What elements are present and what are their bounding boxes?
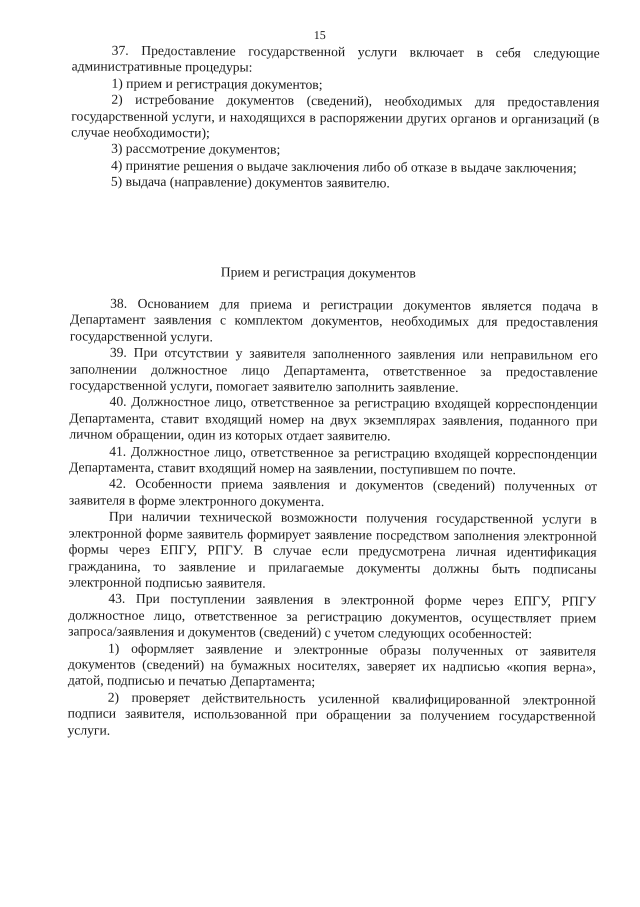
procedure-item: 2) истребование документов (сведений), необходимых для предоставления государственной услуги, и находящихся в распоряжении других органов и организаций (в случае необходимости);	[71, 91, 600, 141]
paragraph-41: 41. Должностное лицо, ответственное за регистрацию входящей корреспонденции Департамента, ставит входящий номер на заявлении, поступившем по почте.	[69, 443, 598, 478]
procedure-item: 3) рассмотрение документов;	[111, 141, 281, 158]
paragraph-40: 40. Должностное лицо, ответственное за регистрацию входящей корреспонденции Департамента, ставит входящий номер на двух экземплярах заявления, поданного при личном обращении, один из которых отдает заявителю.	[69, 394, 598, 444]
registration-section	[67, 295, 598, 741]
procedure-item: 1) прием и регистрация документов;	[111, 75, 323, 92]
paragraph-37: 37. Предоставление государственной услуги включает в себя следующие административные процедуры:	[71, 42, 600, 75]
paragraph-43-item-1: 1) оформляет заявление и электронные образы полученных от заявителя документов (сведений) на бумажных носителях, заверяет их надписью «копия верна», датой, подписью и печатью Департамента;	[67, 640, 597, 690]
paragraph-43: 43. При поступлении заявления в электронной форме через ЕПГУ, РПГУ должностное лицо, ответственное за регистрацию документов, осуществляет прием запроса/заявления и документов (сведений) с учетом следующих особенностей:	[68, 591, 597, 642]
paragraph-38: 38. Основанием для приема и регистрации документов является подача в Департамент заявления с комплектом документов, необходимых для предоставления государственной услуги.	[69, 295, 599, 345]
section-heading: Прием и регистрация документов	[220, 264, 416, 281]
procedure-item: 5) выдача (направление) документов заявителю.	[110, 173, 390, 191]
paragraph-43-item-2: 2) проверяет действительность усиленной квалифицированной электронной подписи заявителя, использованной при обращении за получением государственной услуги.	[67, 689, 596, 738]
procedure-item: 4) принятие решения о выдаче заключения либо об отказе в выдаче заключения;	[110, 157, 577, 176]
page-number: 15	[313, 27, 326, 43]
procedures-section	[71, 42, 600, 193]
paragraph-39: 39. При отсутствии у заявителя заполненного заявления или неправильном его заполнении должностное лицо Департамента, ответственное за предоставление государственной услуги, помогает заявителю заполнить заявление.	[69, 344, 598, 395]
paragraph-42-electronic: При наличии технической возможности получения государственной услуги в электронной форме заявитель формирует заявление посредством заполнения электронной формы через ЕПГУ, РПГУ. В случае если предусмотрена личная идентификация гражданина, то заявление и прилагаемые документы должны быть подписаны электронной подписью заявителя.	[68, 509, 597, 591]
paragraph-42: 42. Особенности приема заявления и документов (сведений) полученных от заявителя в форме электронного документа.	[68, 476, 598, 509]
